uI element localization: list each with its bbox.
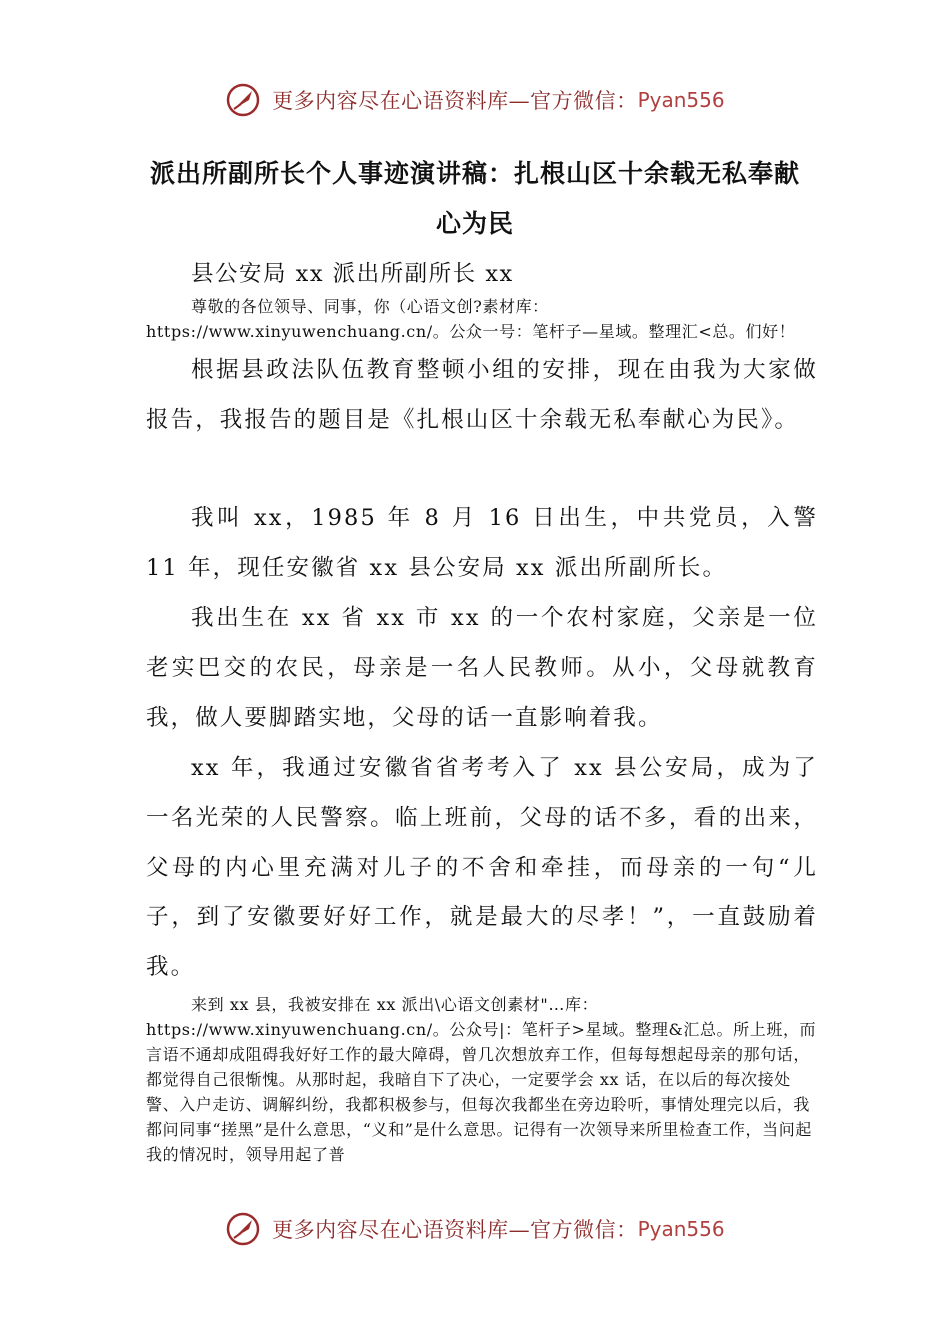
banner-text: 更多内容尽在心语资料库—官方微信： — [272, 89, 638, 113]
banner-wechat-id: Pyan556 — [637, 1217, 725, 1241]
author-line: 县公安局 xx 派出所副所长 xx — [191, 261, 514, 287]
body-paragraph-2: 我叫 xx，1985 年 8 月 16 日出生，中共党员，入警 11 年，现任安徽省 xx 县公安局 xx 派出所副所长。 — [146, 505, 818, 581]
document-title-line-2: 心为民 — [435, 209, 514, 238]
quill-pen-logo-icon — [225, 82, 261, 118]
body-paragraph-3: 我出生在 xx 省 xx 市 xx 的一个农村家庭，父亲是一位老实巴交的农民，母亲是一名人民教师。从小，父母就教育我，做人要脚踏实地，父母的话一直影响着我。 — [146, 605, 818, 731]
greeting-paragraph: 尊敬的各位领导、同事，你（心语文创?素材库：https://www.xinyuwenchuang.cn/。公众一号：笔杆子—星域。整理汇<总。们好！ — [146, 297, 796, 341]
banner-text: 更多内容尽在心语资料库—官方微信： — [272, 1218, 638, 1242]
body-paragraph-1: 根据县政法队伍教育整顿小组的安排，现在由我为大家做报告，我报告的题目是《扎根山区十余载无私奉献心为民》。 — [146, 357, 818, 433]
document-title-line-1: 派出所副所长个人事迹演讲稿：扎根山区十余载无私奉献 — [149, 159, 800, 188]
body-paragraph-4: xx 年，我通过安徽省省考考入了 xx 县公安局，成为了一名光荣的人民警察。临上班前，父母的话不多，看的出来，父母的内心里充满对儿子的不舍和牵挂，而母亲的一句“儿子，到了安徽要好好工作，就是最大的尽孝！”，一直鼓励着我。 — [146, 755, 818, 981]
footer-banner — [0, 1211, 950, 1251]
quill-pen-logo-icon — [225, 1211, 261, 1247]
body-paragraph-5: 来到 xx 县，我被安排在 xx 派出\心语文创素材"…库：https://www.xinyuwenchuang.cn/。公众号|：笔杆子>星域。整理&汇总。所上班，而言语不通却成阻碍我好好工作的最大障碍，曾几次想放弃工作，但每每想起母亲的那句话，都觉得自己很惭愧。从那时起，我暗自下了决心，一定要学会 xx 话，在以后的每次接处警、入户走访、调解纠纷，我都积极参与，但每次我都坐在旁边聆听，事情处理完以后，我都问同事“搓黑”是什么意思，“义和”是什么意思。记得有一次领导来所里检查工作，当问起我的情况时，领导用起了普 — [146, 995, 817, 1164]
header-banner — [0, 82, 950, 122]
banner-wechat-id: Pyan556 — [637, 88, 725, 112]
